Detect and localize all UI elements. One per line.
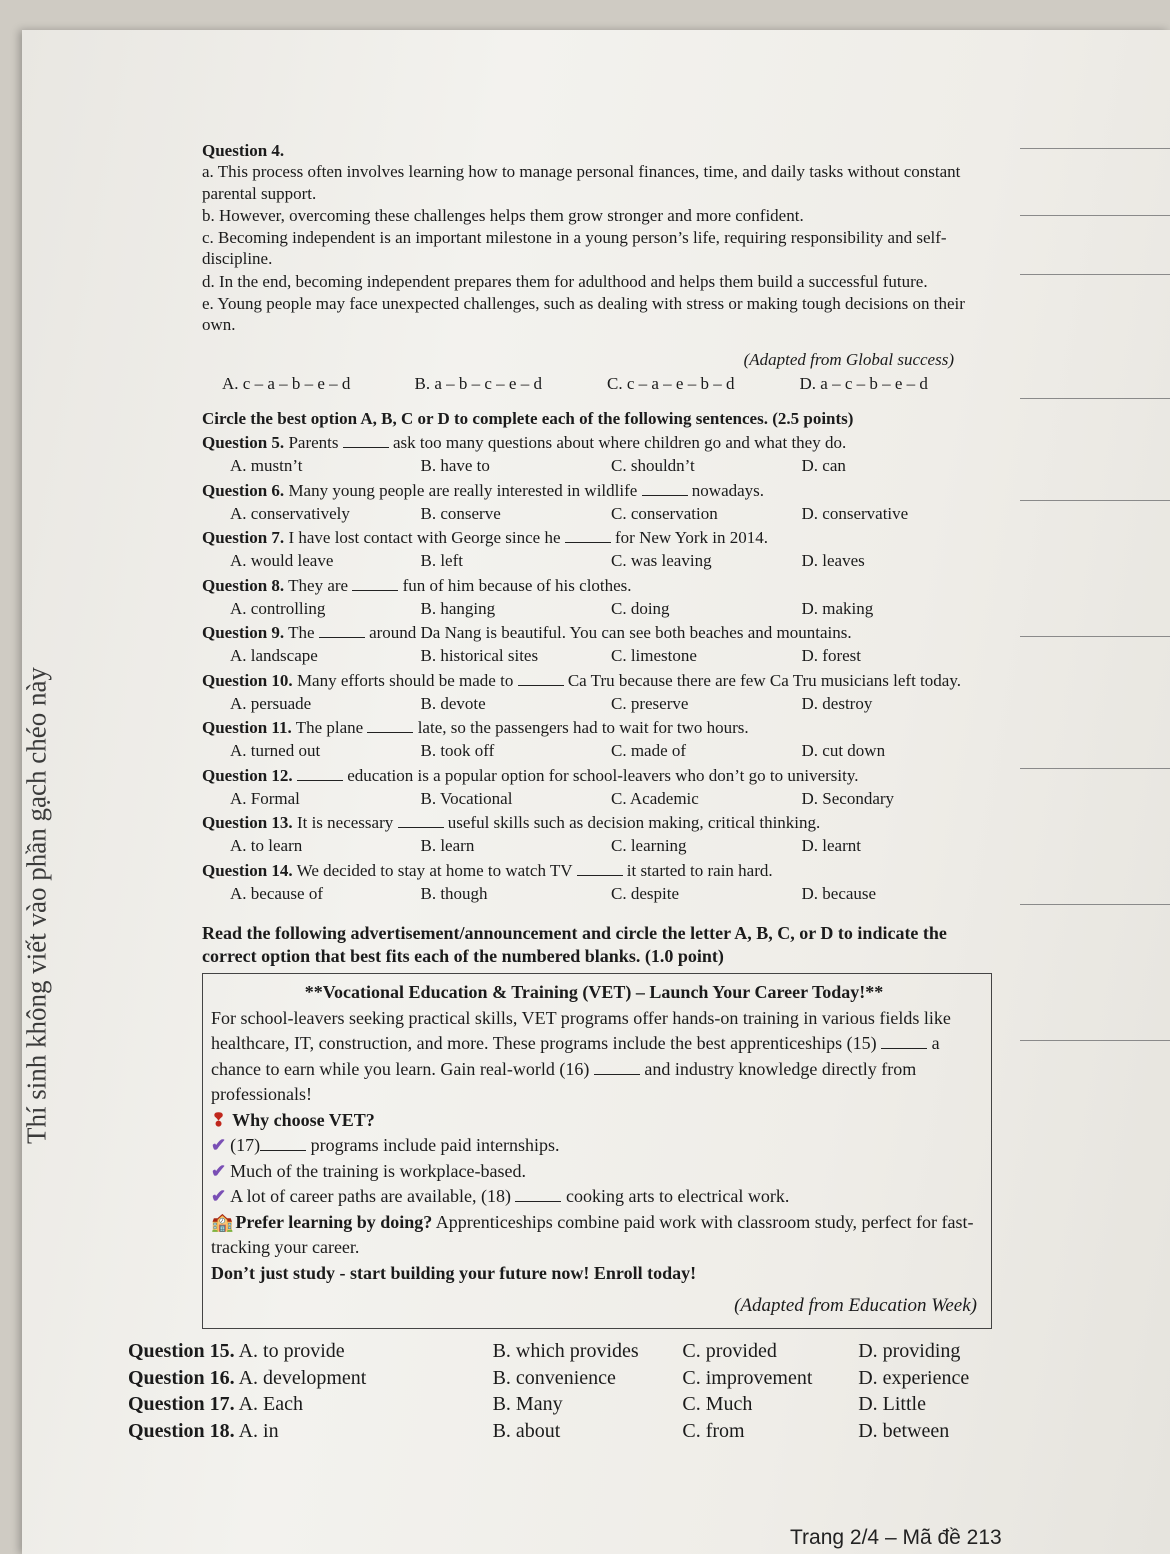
ad-intro-part-1: For school-leavers seeking practical skills, VET programs offer hands-on training in various fields like healthcare, IT, construction, and more. These programs include the best apprenticeships (15): [211, 1007, 951, 1054]
exclamation-icon: ❢: [211, 1109, 227, 1130]
question-4-title: Question 4.: [202, 141, 285, 160]
ad-bullet-1-b: programs include paid internships.: [310, 1135, 560, 1156]
option-d[interactable]: D. between: [858, 1419, 950, 1442]
question-stem: [202, 432, 992, 453]
exam-content: [202, 140, 992, 1329]
question-text-before: We decided to stay at home to watch TV: [296, 860, 573, 880]
question-options: [202, 503, 992, 524]
option-d[interactable]: D. learnt: [801, 836, 861, 856]
ad-intro-part-2: a chance to earn while you learn. Gain real-world (16): [211, 1033, 940, 1079]
question-13: [202, 812, 992, 857]
question-text-after: for New York in 2014.: [615, 528, 769, 547]
q4-item-e: e. Young people may face unexpected challenges, such as dealing with stress or making tough decisions on their own.: [202, 293, 965, 334]
ad-why-text: Why choose VET?: [232, 1109, 375, 1130]
answer-blank[interactable]: [577, 863, 623, 876]
ad-source: (Adapted from Education Week): [734, 1294, 977, 1316]
q4-option-b[interactable]: B. a – b – c – e – d: [414, 373, 542, 393]
question-11: [202, 717, 992, 762]
school-icon: 🏫: [211, 1211, 234, 1232]
question-label: Question 11.: [202, 718, 292, 737]
option-a[interactable]: A. to provide: [238, 1340, 345, 1362]
answer-label-and-option-a[interactable]: [128, 1365, 493, 1392]
option-c[interactable]: C. learning: [611, 836, 687, 856]
question-options: [202, 788, 992, 809]
answer-blank[interactable]: [297, 768, 343, 781]
blank-16[interactable]: [594, 1062, 640, 1075]
ad-intro: [211, 1006, 977, 1108]
question-options: [202, 835, 992, 856]
option-b[interactable]: B. Many: [492, 1393, 563, 1416]
answer-blank[interactable]: [565, 530, 611, 543]
ad-closing: Don’t just study - start building your future now! Enroll today!: [211, 1263, 697, 1284]
question-12: [202, 765, 992, 810]
question-7: [202, 527, 992, 572]
q4-options: [202, 373, 992, 394]
ad-bullet-2-text: Much of the training is workplace-based.: [230, 1160, 527, 1181]
question-8: [202, 575, 992, 620]
option-a[interactable]: A. mustn’t: [230, 456, 303, 476]
q4-item-a: a. This process often involves learning how to manage personal finances, time, and daily tasks without constant parental support.: [202, 162, 961, 203]
section-2-instruction: Read the following advertisement/announcement and circle the letter A, B, C, or D to indicate the correct option that best fits each of the numbered blanks. (1.0 point): [202, 923, 947, 966]
ad-bullet-2: [211, 1159, 977, 1185]
question-label: Question 7.: [202, 528, 285, 547]
option-d[interactable]: D. experience: [858, 1366, 970, 1389]
ad-bullet-3-a: A lot of career paths are available, (18): [230, 1186, 511, 1207]
question-14: [202, 860, 992, 905]
question-options: [202, 550, 992, 571]
answer-blank[interactable]: [319, 625, 365, 638]
ad-intro-part-3: and industry knowledge directly from professionals!: [211, 1058, 917, 1105]
question-options: [202, 883, 992, 904]
option-c[interactable]: C. shouldn’t: [611, 456, 695, 476]
q4-source: (Adapted from Global success): [743, 350, 954, 370]
option-b[interactable]: B. convenience: [492, 1366, 616, 1389]
option-c[interactable]: C. improvement: [682, 1366, 813, 1389]
question-text-before: It is necessary: [296, 813, 394, 832]
option-a[interactable]: A. Each: [238, 1393, 304, 1416]
q4-item-b: b. However, overcoming these challenges helps them grow stronger and more confident.: [202, 205, 804, 225]
question-text-after: ask too many questions about where children go and what they do.: [392, 433, 847, 452]
question-text-after: around Da Nang is beautiful. You can see both beaches and mountains.: [369, 623, 852, 642]
option-a[interactable]: A. to learn: [230, 836, 303, 856]
option-c[interactable]: C. made of: [611, 741, 687, 761]
option-d[interactable]: D. conservative: [801, 503, 909, 523]
answer-label-and-option-a[interactable]: [128, 1338, 493, 1365]
blank-15[interactable]: [881, 1036, 927, 1049]
q4-option-a[interactable]: A. c – a – b – e – d: [222, 373, 351, 393]
answer-question-label: Question 16.: [128, 1366, 235, 1389]
option-a[interactable]: A. turned out: [230, 741, 321, 761]
question-list: [202, 432, 992, 904]
question-stem: [202, 717, 992, 738]
q4-option-c[interactable]: C. c – a – e – b – d: [607, 373, 735, 393]
answer-blank[interactable]: [642, 483, 688, 496]
answer-question-label: Question 17.: [128, 1393, 235, 1416]
answer-label-and-option-a[interactable]: [128, 1418, 493, 1445]
question-options: [202, 740, 992, 761]
question-label: Question 12.: [202, 765, 293, 785]
option-b[interactable]: B. hanging: [420, 598, 496, 618]
option-b[interactable]: B. learn: [420, 836, 475, 856]
option-b[interactable]: B. left: [420, 551, 463, 571]
option-c[interactable]: C. provided: [682, 1340, 777, 1362]
question-text-before: Many young people are really interested in wildlife: [288, 480, 638, 500]
option-d[interactable]: D. making: [801, 598, 874, 618]
question-text-after: late, so the passengers had to wait for two hours.: [417, 718, 749, 737]
option-c[interactable]: C. conservation: [611, 503, 718, 523]
question-4: [202, 140, 992, 394]
option-c[interactable]: C. preserve: [611, 693, 689, 713]
question-text-after: education is a popular option for school-leavers who don’t go to university.: [347, 765, 859, 785]
ad-title: **Vocational Education & Training (VET) – Launch Your Career Today!**: [304, 982, 884, 1002]
answer-blank[interactable]: [343, 435, 389, 448]
answer-row-17: [128, 1391, 1028, 1418]
advertisement-box: [202, 973, 992, 1329]
option-d[interactable]: D. destroy: [801, 693, 873, 713]
option-c[interactable]: C. Academic: [611, 788, 699, 808]
ad-prefer: [211, 1210, 977, 1261]
question-text-after: useful skills such as decision making, critical thinking.: [447, 813, 821, 832]
q4-item-c: c. Becoming independent is an important milestone in a young person’s life, requiring responsibility and self-discipline.: [202, 228, 947, 269]
question-stem: [202, 812, 992, 833]
answer-blank[interactable]: [398, 815, 444, 828]
question-text-after: it started to rain hard.: [626, 860, 773, 880]
option-b[interactable]: B. Vocational: [420, 788, 513, 808]
option-b[interactable]: B. took off: [420, 741, 495, 761]
option-d[interactable]: D. leaves: [801, 551, 865, 571]
option-c[interactable]: C. despite: [611, 883, 679, 903]
section-1-instruction: Circle the best option A, B, C or D to complete each of the following sentences. (2.5 points): [202, 408, 854, 428]
answer-blank[interactable]: [518, 673, 564, 686]
question-label: Question 13.: [202, 813, 293, 832]
option-a[interactable]: A. conservatively: [230, 503, 350, 523]
question-stem: [202, 765, 992, 786]
question-text-before: The: [288, 623, 315, 642]
q4-option-d[interactable]: D. a – c – b – e – d: [799, 373, 928, 393]
question-options: [202, 598, 992, 619]
check-mark-icon: ✔: [211, 1160, 227, 1181]
question-text-before: The plane: [295, 718, 364, 737]
option-d[interactable]: D. forest: [801, 646, 861, 666]
option-b[interactable]: B. devote: [420, 693, 486, 713]
option-a[interactable]: A. in: [238, 1419, 279, 1442]
option-c[interactable]: C. doing: [611, 598, 670, 618]
question-stem: [202, 527, 992, 548]
question-options: [202, 455, 992, 476]
option-c[interactable]: C. from: [682, 1419, 745, 1442]
question-text-before: Many efforts should be made to: [296, 670, 514, 690]
ad-why-heading: [211, 1108, 977, 1134]
ad-bullet-3-b: cooking arts to electrical work.: [565, 1186, 790, 1207]
question-label: Question 9.: [202, 623, 285, 642]
question-text-before: I have lost contact with George since he: [288, 528, 561, 547]
blank-17[interactable]: [260, 1138, 306, 1151]
option-b[interactable]: B. historical sites: [420, 646, 539, 666]
question-label: Question 6.: [202, 480, 285, 500]
question-text-before: Parents: [288, 433, 339, 452]
question-text-after: Ca Tru because there are few Ca Tru musicians left today.: [567, 670, 961, 690]
option-a[interactable]: A. because of: [230, 883, 323, 903]
option-b[interactable]: B. conserve: [420, 503, 501, 523]
question-10: [202, 670, 992, 715]
option-c[interactable]: C. was leaving: [611, 551, 712, 571]
question-text-before: They are: [288, 575, 349, 595]
question-label: Question 8.: [202, 575, 285, 595]
option-d[interactable]: D. can: [801, 456, 846, 476]
answer-options-15-18: [128, 1338, 1028, 1444]
ad-bullet-3: [211, 1184, 977, 1210]
answer-row-16: [128, 1365, 1028, 1392]
question-text-after: nowadays.: [691, 480, 765, 500]
option-d[interactable]: D. Little: [858, 1393, 926, 1416]
question-options: [202, 645, 992, 666]
answer-row-15: [128, 1338, 1028, 1365]
margin-note: Thí sinh không viết vào phần gạch chéo này: [21, 667, 52, 1144]
option-a[interactable]: A. persuade: [230, 693, 312, 713]
option-b[interactable]: B. which provides: [492, 1340, 639, 1362]
answer-row-18: [128, 1418, 1028, 1445]
option-b[interactable]: B. about: [492, 1419, 561, 1442]
question-stem: [202, 860, 992, 881]
option-d[interactable]: D. cut down: [801, 741, 886, 761]
page-footer: Trang 2/4 – Mã đề 213: [790, 1526, 1002, 1549]
question-options: [202, 693, 992, 714]
blank-18[interactable]: [515, 1189, 561, 1202]
question-stem: [202, 670, 992, 691]
question-5: [202, 432, 992, 477]
ad-bullet-1: [211, 1133, 977, 1159]
question-9: [202, 622, 992, 667]
option-c[interactable]: C. limestone: [611, 646, 697, 666]
answer-question-label: Question 15.: [128, 1340, 235, 1362]
answer-blank[interactable]: [367, 720, 413, 733]
question-6: [202, 480, 992, 525]
option-a[interactable]: A. would leave: [230, 551, 334, 571]
check-mark-icon: ✔: [211, 1135, 227, 1156]
ad-prefer-text: Apprenticeships combine paid work with classroom study, perfect for fast-tracking your career.: [211, 1211, 974, 1258]
question-stem: [202, 622, 992, 643]
option-b[interactable]: B. have to: [420, 456, 490, 476]
question-stem: [202, 480, 992, 501]
ad-bullet-1-a: (17): [230, 1135, 261, 1156]
option-d[interactable]: D. providing: [858, 1340, 961, 1362]
option-a[interactable]: A. landscape: [230, 646, 318, 666]
question-label: Question 5.: [202, 433, 285, 452]
option-b[interactable]: B. though: [420, 883, 488, 903]
option-a[interactable]: A. controlling: [230, 598, 326, 618]
option-d[interactable]: D. because: [801, 883, 877, 903]
question-label: Question 14.: [202, 860, 293, 880]
option-a[interactable]: A. development: [238, 1366, 367, 1389]
option-a[interactable]: A. Formal: [230, 788, 300, 808]
question-stem: [202, 575, 992, 596]
option-c[interactable]: C. Much: [682, 1393, 753, 1416]
question-label: Question 10.: [202, 670, 293, 690]
answer-label-and-option-a[interactable]: [128, 1391, 493, 1418]
check-mark-icon: ✔: [211, 1186, 227, 1207]
answer-question-label: Question 18.: [128, 1419, 235, 1442]
answer-blank[interactable]: [352, 578, 398, 591]
ad-prefer-heading: Prefer learning by doing?: [235, 1211, 433, 1232]
question-text-after: fun of him because of his clothes.: [402, 575, 632, 595]
option-d[interactable]: D. Secondary: [801, 788, 895, 808]
q4-item-d: d. In the end, becoming independent prepares them for adulthood and helps them build a successful future.: [202, 271, 928, 291]
